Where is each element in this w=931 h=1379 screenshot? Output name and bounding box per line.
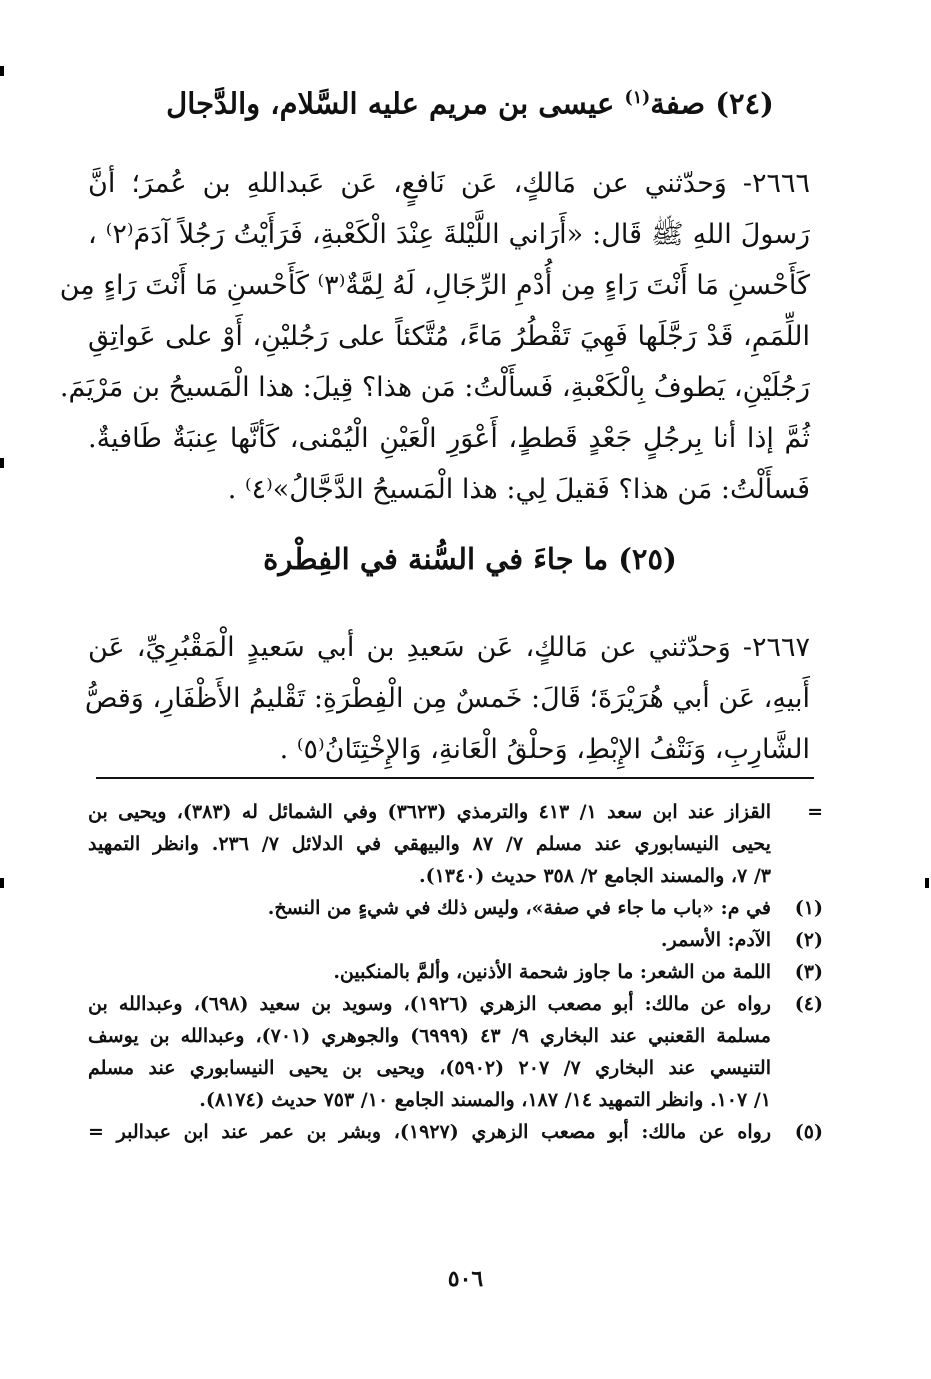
chapter-25-heading: (٢٥) ما جاءَ في السُّنة في الفِطْرة [263,542,677,576]
scan-edge-mark [0,66,4,76]
footnote-text: الآدم: الأسمر. [660,929,771,951]
hadith-2667-line: أَبيهِ، عَن أبي هُرَيْرَةَ؛ قَالَ: خَمسٌ مِن الْفِطْرَةِ: تَقْليمُ الأَظْفَارِ، وَقصُّ [84,683,810,714]
footnote-marker: (١) [794,897,823,919]
hadith-2666-line: رَجُلَيْنِ، يَطوفُ بِالْكَعْبةِ، فَسأَلْتُ: مَن هذا؟ قِيلَ: هذا الْمَسيحُ بن مَرْيَمَ. [59,372,810,403]
footnote-4 [88,988,823,1116]
footnote-5 [88,1116,823,1148]
footnote-text: رواه عن مالك: أبو مصعب الزهري (١٩٢٦)، وسويد بن سعيد (٦٩٨)، وعبدالله بن [88,993,771,1015]
page-number: ٥٠٦ [447,1266,484,1292]
footnote-text: رواه عن مالك: أبو مصعب الزهري (١٩٢٧)، وبشر بن عمر عند ابن عبدالبر = [88,1121,771,1143]
footnote-text: التنيسي عند البخاري ٧/ ٢٠٧ (٥٩٠٢)، ويحيى بن يحيى النيسابوري عند مسلم [88,1057,771,1079]
footnote-text: في م: «باب ما جاء في صفة»، وليس ذلك في شيءٍ من النسخ. [267,897,771,919]
footnote-text: مسلمة القعنبي عند البخاري ٩/ ٤٣ (٦٩٩٩) والجوهري (٧٠١)، وعبدالله بن يوسف [88,1025,771,1047]
hadith-2666-line: فَسأَلْتُ: مَن هذا؟ فَقيلَ لِي: هذا الْمَسيحُ الدَّجَّالُ»⁽٤⁾ . [227,474,810,505]
footnote-continued [88,796,823,892]
hadith-2666-line: اللِّمَمِ، قَدْ رَجَّلَها فَهِيَ تَقْطُرُ مَاءً، مُتَّكئاً على رَجُليْنِ، أَوْ على عَواتِقِ [88,321,810,352]
footnote-2 [88,924,823,956]
hadith-2666-line: ثُمَّ إذا أنا بِرجُلٍ جَعْدٍ قَططٍ، أَعْوَرِ الْعَيْنِ الْيُمْنى، كَأنَّها عِنبَةٌ طَافيةٌ. [88,423,810,454]
footnote-text: القزاز عند ابن سعد ١/ ٤١٣ والترمذي (٣٦٢٣) وفي الشمائل له (٣٨٣)، ويحيى بن [88,801,771,823]
hadith-2667-line: ٢٦٦٧- وَحدّثني عن مَالكٍ، عَن سَعيدِ بن أبي سَعيدٍ الْمَقْبُرِيِّ، عَن [88,632,810,663]
hadith-2667-line: الشَّارِبِ، وَنَتْفُ الإِبْطِ، وَحلْقُ الْعَانةِ، وَالإِخْتِتَانُ⁽٥⁾ . [279,734,810,765]
footnote-marker: (٢) [794,929,823,951]
hadith-2666-line: ٢٦٦٦- وَحدّثني عن مَالكٍ، عَن نَافعٍ، عَن عَبداللهِ بن عُمرَ؛ أنَّ [88,168,810,199]
footnote-marker: (٣) [794,961,823,983]
footnote-1 [88,892,823,924]
footnote-text: ١/ ١٠٧. وانظر التمهيد ١٤/ ١٨٧، والمسند الجامع ١٠/ ٧٥٣ حديث (٨١٧٤). [199,1089,771,1111]
footnote-text: يحيى النيسابوري عند مسلم ٧/ ٨٧ والبيهقي في الدلائل ٧/ ٢٣٦. وانظر التمهيد [88,833,771,855]
footnote-marker: (٥) [794,1121,823,1143]
chapter-24-title: عيسى بن مريم عليه السَّلام، والدَّجال [166,86,615,121]
scan-edge-mark [0,878,4,888]
scan-edge-mark [0,458,4,468]
chapter-24-label: (٢٤) صفة [650,86,774,121]
chapter-24-heading [90,78,850,124]
hadith-2666 [59,158,810,515]
hadith-2666-line: رَسولَ اللهِ ﷺ قَال: «أَرَاني اللَّيْلةَ عِنْدَ الْكَعْبةِ، فَرَأَيْتُ رَجُلاً آدَمَ⁽٢⁾ ، [88,219,810,250]
hadith-2666-line: كَأَحْسنِ مَا أَنْتَ رَاءٍ مِن أُدْمِ الرِّجَالِ، لَهُ لِمَّةٌ⁽٣⁾ كَأَحْسنِ مَا أَنْتَ رَاءٍ مِن [59,270,810,301]
scan-edge-mark [925,878,929,888]
footnote-text: اللمة من الشعر: ما جاوز شحمة الأذنين، وألمَّ بالمنكبين. [333,961,771,983]
chapter-24-footnote-ref: (١) [624,88,651,108]
footnotes [88,796,823,1148]
footnote-separator [96,777,814,779]
footnote-marker: (٤) [794,993,823,1015]
footnote-marker: = [807,801,823,823]
footnote-text: ٣/ ٧، والمسند الجامع ٢/ ٣٥٨ حديث (١٣٤٠). [418,865,771,887]
footnote-3 [88,956,823,988]
hadith-2667 [84,622,810,775]
